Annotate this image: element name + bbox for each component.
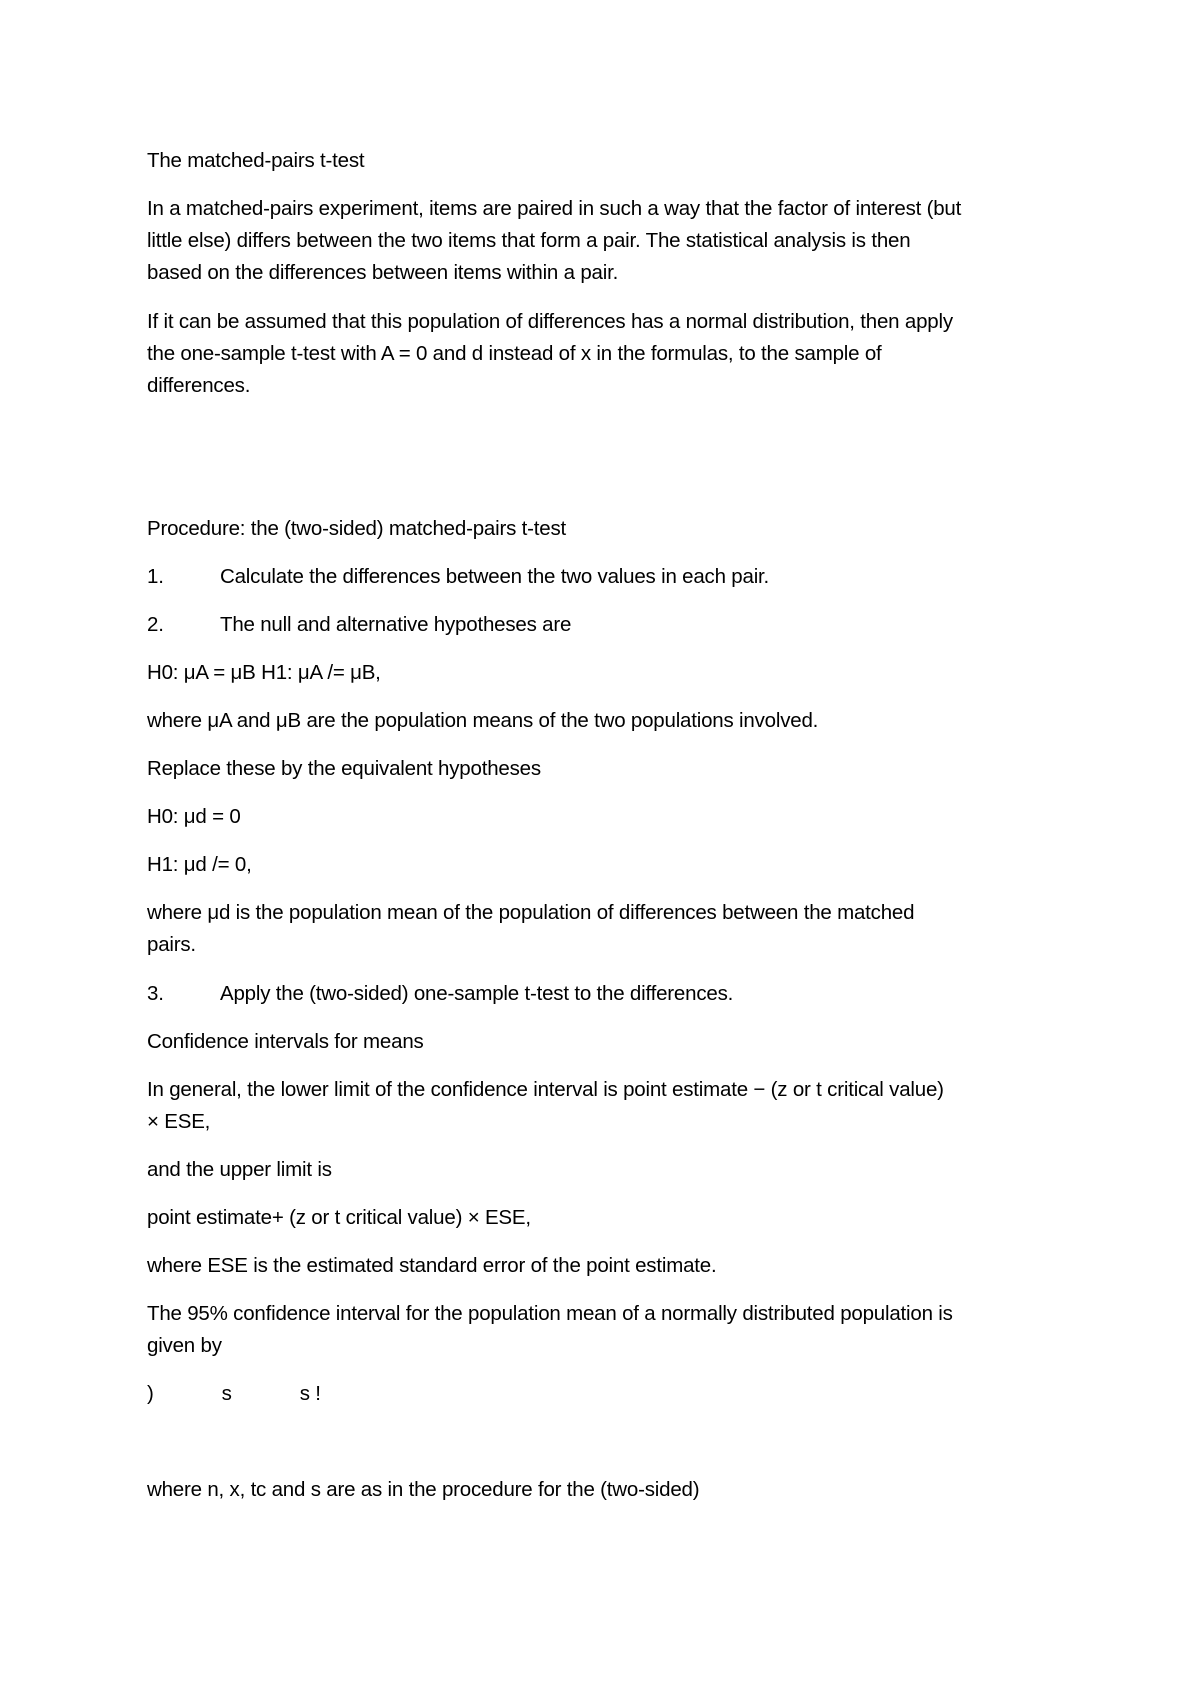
step-2-number: 2. [147, 613, 164, 636]
garbled-formula-part-2: s [221, 1382, 232, 1405]
final-line: where n, x, tc and s are as in the procedure for the (two-sided) [147, 1478, 700, 1501]
step-1 [147, 561, 769, 593]
hypotheses-original-where: where μA and μB are the population means of the two populations involved. [147, 709, 819, 732]
intro-paragraph-2-line-3: differences. [147, 374, 251, 397]
step-1-text: Calculate the differences between the two values in each pair. [220, 565, 770, 588]
ci-ese-where: where ESE is the estimated standard error of the point estimate. [147, 1254, 717, 1277]
procedure-heading: Procedure: the (two-sided) matched-pairs t-test [147, 517, 566, 540]
step-1-number: 1. [147, 565, 164, 588]
garbled-formula-part-1: ) [147, 1382, 154, 1405]
replace-hypotheses-text: Replace these by the equivalent hypotheses [147, 757, 541, 780]
garbled-formula-part-3: s ! [299, 1382, 321, 1405]
ci-lower-line-2: × ESE, [147, 1110, 211, 1133]
document-title: The matched-pairs t-test [147, 149, 365, 172]
intro-paragraph-1-line-2: little else) differs between the two items that form a pair. The statistical analysis is then [147, 229, 911, 252]
step-3 [147, 978, 733, 1010]
ci-heading: Confidence intervals for means [147, 1030, 424, 1053]
step-2-text: The null and alternative hypotheses are [220, 613, 572, 636]
ci-upper-intro: and the upper limit is [147, 1158, 332, 1181]
intro-paragraph-2-line-1: If it can be assumed that this population of differences has a normal distribution, then apply [147, 310, 953, 333]
ci-upper-formula: point estimate+ (z or t critical value) × ESE, [147, 1206, 531, 1229]
hypothesis-h1: H1: μd /= 0, [147, 853, 252, 876]
intro-paragraph-2-line-2: the one-sample t-test with A = 0 and d instead of x in the formulas, to the sample of [147, 342, 882, 365]
hypothesis-d-where-line-1: where μd is the population mean of the population of differences between the matched [147, 901, 915, 924]
step-3-number: 3. [147, 982, 164, 1005]
ci-lower-line-1: In general, the lower limit of the confidence interval is point estimate − (z or t critical value) [147, 1078, 944, 1101]
hypotheses-original: H0: μA = μB H1: μA /= μB, [147, 661, 381, 684]
step-3-text: Apply the (two-sided) one-sample t-test to the differences. [220, 982, 734, 1005]
ci-95-line-1: The 95% confidence interval for the population mean of a normally distributed population is [147, 1302, 953, 1325]
hypothesis-d-where-line-2: pairs. [147, 933, 196, 956]
step-2 [147, 609, 571, 641]
hypothesis-h0: H0: μd = 0 [147, 805, 241, 828]
intro-paragraph-1-line-1: In a matched-pairs experiment, items are paired in such a way that the factor of interest (but [147, 197, 962, 220]
intro-paragraph-1-line-3: based on the differences between items within a pair. [147, 261, 619, 284]
ci-95-line-2: given by [147, 1334, 222, 1357]
garbled-formula [147, 1378, 321, 1410]
